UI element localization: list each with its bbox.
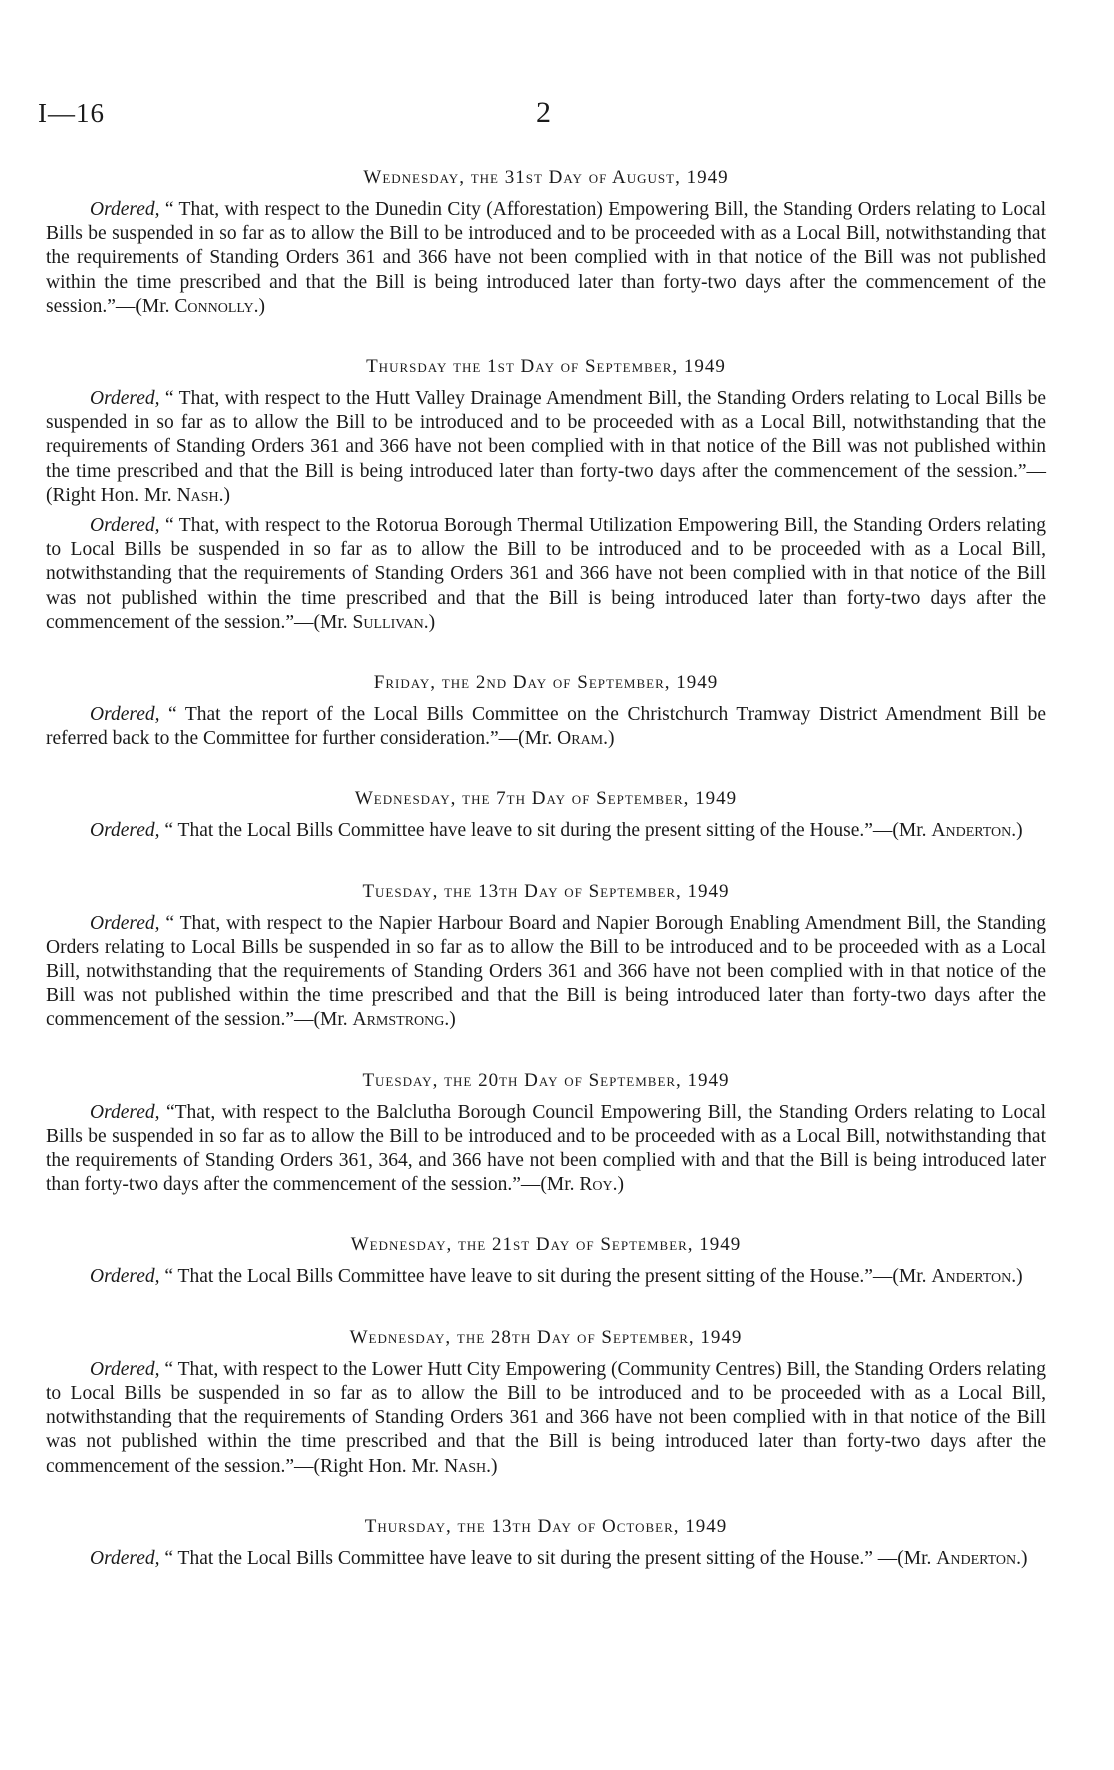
entry-date: Friday, the 2nd Day of September, 1949	[373, 672, 719, 694]
member-name: Nash	[176, 484, 219, 506]
page-number: 2	[536, 96, 551, 129]
ordered-label: Ordered,	[90, 388, 160, 410]
page-reference: I—16	[38, 98, 105, 128]
order-close: .)	[423, 611, 436, 633]
order-paragraph	[46, 1547, 1046, 1571]
order-paragraph	[46, 703, 1046, 751]
entry-20-september	[46, 1069, 1046, 1198]
order-text: “ That the Local Bills Committee have leave to sit during the present sitting of the House.”—(Mr.	[159, 820, 932, 842]
entry-2-september	[46, 671, 1046, 751]
ordered-label: Ordered,	[90, 1101, 160, 1123]
member-name: Anderton	[931, 1266, 1012, 1288]
member-name: Nash	[444, 1455, 487, 1477]
order-paragraph	[46, 912, 1046, 1033]
ordered-label: Ordered,	[90, 515, 160, 537]
entry-date: Thursday the 1st Day of September, 1949	[366, 356, 726, 378]
order-close: .)	[612, 1174, 624, 1196]
ordered-label: Ordered,	[90, 704, 160, 726]
order-text: “ That, with respect to the Hutt Valley Drainage Amendment Bill, the Standing Orders relating to Local Bills be suspended in so far as to allow the Bill to be introduced and to be proceeded with as a Local Bill, notwithstanding that the requirements of Standing Orders 361 and 366 have not been complied with in that notice of the Bill was not published within the time prescribed and that the Bill is being introduced later than forty-two days after the commencement of the session.”—(Right Hon. Mr.	[46, 388, 1046, 506]
order-paragraph	[46, 514, 1046, 635]
order-close: .)	[218, 484, 231, 506]
entry-1-september	[46, 355, 1046, 635]
order-paragraph	[46, 1265, 1046, 1289]
order-close: .)	[1016, 1547, 1028, 1569]
journal-entries	[46, 166, 1046, 1577]
ordered-label: Ordered,	[90, 1547, 160, 1569]
order-paragraph	[46, 1101, 1046, 1198]
ordered-label: Ordered,	[90, 1358, 160, 1380]
entry-date: Tuesday, the 13th Day of September, 1949	[362, 880, 730, 902]
order-close: .)	[1011, 1266, 1023, 1288]
entry-7-september	[46, 787, 1046, 843]
order-text: “ That the Local Bills Committee have leave to sit during the present sitting of the House.”—(Mr.	[159, 1266, 932, 1288]
member-name: Anderton	[931, 820, 1012, 842]
entry-28-september	[46, 1326, 1046, 1479]
order-close: .)	[603, 728, 615, 750]
entry-date: Wednesday, the 21st Day of September, 1949	[350, 1234, 742, 1256]
order-text: “That, with respect to the Balclutha Borough Council Empowering Bill, the Standing Orders relating to Local Bills be suspended in so far as to allow the Bill to be introduced and to be proceeded with as a Local Bill, notwithstanding that the requirements of Standing Orders 361, 364, and 366 have not been complied with and that the Bill is being introduced later than forty-two days after the commencement of the session.”—(Mr.	[46, 1101, 1046, 1196]
order-close: .)	[1011, 820, 1023, 842]
entry-date: Wednesday, the 31st Day of August, 1949	[363, 167, 729, 188]
order-paragraph	[46, 198, 1046, 319]
member-name: Roy	[579, 1174, 613, 1196]
entry-date: Wednesday, the 28th Day of September, 1949	[349, 1326, 743, 1348]
ordered-label: Ordered,	[90, 912, 160, 934]
member-name: Sullivan	[352, 611, 424, 633]
ordered-label: Ordered,	[90, 199, 160, 220]
member-name: Armstrong	[352, 1009, 445, 1031]
order-close: .)	[486, 1455, 498, 1477]
order-paragraph	[46, 387, 1046, 508]
order-paragraph	[46, 1358, 1046, 1479]
member-name: Oram	[557, 728, 604, 750]
order-text: “ That, with respect to the Napier Harbour Board and Napier Borough Enabling Amendment Bill, the Standing Orders relating to Local Bills be suspended in so far as to allow the Bill to be introduced and to be proceeded with as a Local Bill, notwithstanding that the requirements of Standing Orders 361 and 366 have not been complied with in that notice of the Bill was not published within the time prescribed and that the Bill is being introduced later than forty-two days after the commencement of the session.”—(Mr.	[46, 912, 1046, 1031]
order-text: “ That the Local Bills Committee have leave to sit during the present sitting of the House.” —(Mr.	[159, 1547, 937, 1569]
entry-date: Wednesday, the 7th Day of September, 1949	[354, 788, 738, 810]
entry-13-october	[46, 1515, 1046, 1571]
ordered-label: Ordered,	[90, 1266, 160, 1288]
order-close: .)	[253, 295, 266, 317]
ordered-label: Ordered,	[90, 820, 160, 842]
order-close: .)	[444, 1009, 456, 1031]
member-name: Anderton	[936, 1547, 1017, 1569]
entry-31-august	[46, 166, 1046, 319]
entry-date: Thursday, the 13th Day of October, 1949	[364, 1515, 728, 1537]
order-text: “ That, with respect to the Dunedin City (Afforestation) Empowering Bill, the Standing Orders relating to Local Bills be suspended in so far as to allow the Bill to be introduced and to be proceeded with as a Local Bill, notwithstanding that the requirements of Standing Orders 361 and 366 have not been complied with in that notice of the Bill was not published within the time prescribed and that the Bill is being introduced later than forty-two days after the commencement of the session.”—(Mr.	[46, 199, 1046, 317]
order-text: “ That the report of the Local Bills Committee on the Christchurch Tramway District Amendment Bill be referred back to the Committee for further consideration.”—(Mr.	[46, 704, 1046, 750]
entry-21-september	[46, 1233, 1046, 1289]
entry-date: Tuesday, the 20th Day of September, 1949	[362, 1069, 730, 1091]
entry-13-september	[46, 880, 1046, 1033]
member-name: Connolly	[174, 295, 254, 317]
order-paragraph	[46, 819, 1046, 843]
order-text: “ That, with respect to the Lower Hutt City Empowering (Community Centres) Bill, the Standing Orders relating to Local Bills be suspended in so far as to allow the Bill to be introduced and to be proceeded with as a Local Bill, notwithstanding that the requirements of Standing Orders 361 and 366 have not been complied with in that notice of the Bill was not published within the time prescribed and that the Bill is being introduced later than forty-two days after the commencement of the session.”—(Right Hon. Mr.	[46, 1358, 1046, 1477]
order-text: “ That, with respect to the Rotorua Borough Thermal Utilization Empowering Bill, the Standing Orders relating to Local Bills be suspended in so far as to allow the Bill to be introduced and to be proceeded with as a Local Bill, notwithstanding that the requirements of Standing Orders 361 and 366 have not been complied with in that notice of the Bill was not published within the time prescribed and that the Bill is being introduced later than forty-two days after the commencement of the session.”—(Mr.	[46, 515, 1046, 633]
